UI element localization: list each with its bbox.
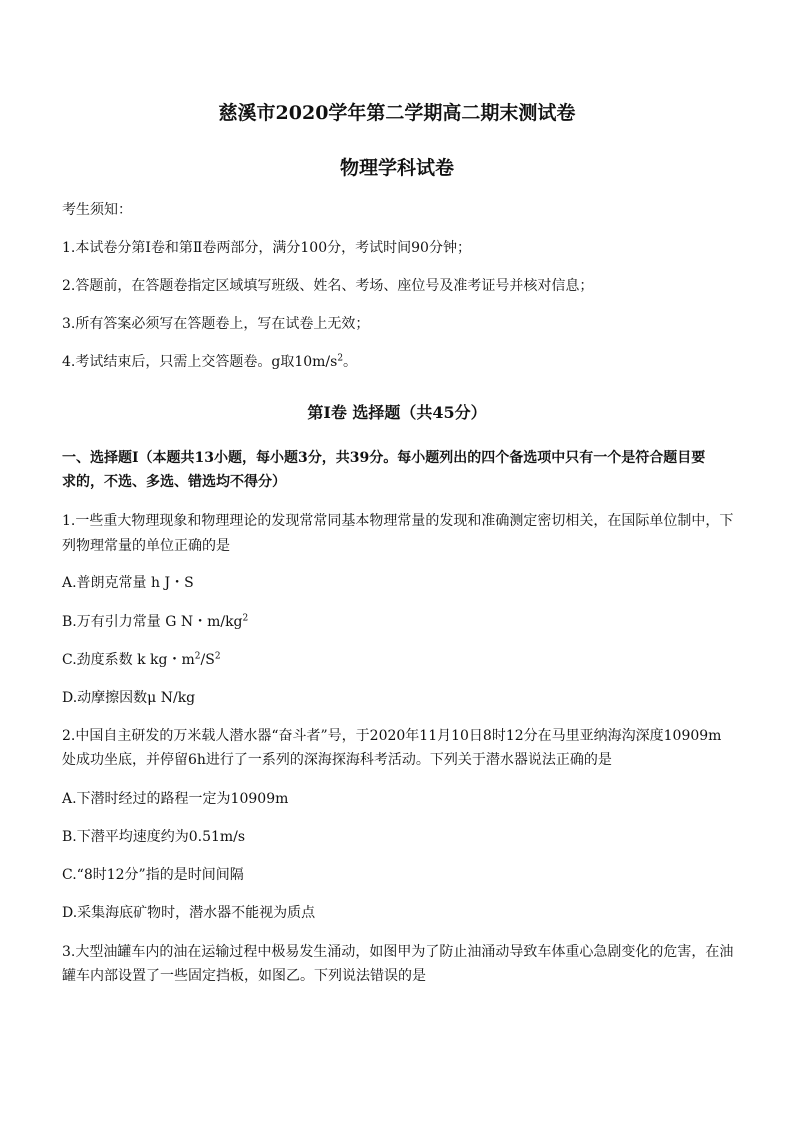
q3-stem-2: 罐车内部设置了一些固定挡板，如图乙。下列说法错误的是 (62, 968, 426, 984)
q3-stem-1: 3.大型油罐车内的油在运输过程中极易发生涌动，如图甲为了防止油涌动导致车体重心急剧变化的危害，在油 (62, 944, 734, 960)
notice-item-1: 1.本试卷分第Ⅰ卷和第Ⅱ卷两部分，满分100分，考试时间90分钟； (62, 240, 471, 256)
q1-option-b (62, 612, 732, 632)
section-title: 第Ⅰ卷 选择题（共45分） (307, 403, 487, 422)
q1-stem-2: 列物理常量的单位正确的是 (62, 538, 230, 554)
q1-stem-1: 1.一些重大物理现象和物理理论的发现常常同基本物理常量的发现和准确测定密切相关，在国际单位制中，下 (62, 513, 734, 529)
notice-item-4 (62, 352, 732, 372)
notice-item-3: 3.所有答案必须写在答题卷上，写在试卷上无效； (62, 316, 370, 332)
q2-option-b: B.下潜平均速度约为0.51m/s (62, 829, 246, 845)
q2-stem-1: 2.中国自主研发的万米载人潜水器“奋斗者”号，于2020年11月10日8时12分在马里亚纳海沟深度10909m (62, 728, 722, 744)
q1-option-c-sup: 2 (194, 651, 201, 662)
q1-option-c (62, 650, 732, 670)
q1-option-d: D.动摩擦因数μ N/kg (62, 690, 196, 706)
q2-option-d: D.采集海底矿物时，潜水器不能视为质点 (62, 905, 316, 921)
notice-item-4-text: 4.考试结束后，只需上交答题卷。g取10m/s (62, 354, 338, 370)
q2-option-a: A.下潜时经过的路程一定为10909m (62, 791, 289, 807)
q1-option-b-text: B.万有引力常量 G N・m/kg (62, 614, 243, 630)
notice-item-2: 2.答题前，在答题卷指定区域填写班级、姓名、考场、座位号及准考证号并核对信息； (62, 278, 594, 294)
exam-title: 慈溪市2020学年第二学期高二期末测试卷 (218, 102, 576, 124)
q2-option-c: C.“8时12分”指的是时间间隔 (62, 867, 244, 883)
notice-item-4-sup: 2 (337, 353, 344, 364)
q2-stem-2: 处成功坐底，并停留6h进行了一系列的深海探海科考活动。下列关于潜水器说法正确的是 (62, 752, 612, 768)
section-instructions-1: 一、选择题Ⅰ（本题共13小题，每小题3分，共39分。每小题列出的四个备选项中只有一个是符合题目要 (62, 450, 706, 466)
section-instructions-2: 求的，不选、多选、错选均不得分） (62, 474, 286, 490)
exam-subtitle: 物理学科试卷 (339, 157, 454, 179)
notice-heading: 考生须知： (62, 202, 132, 218)
q1-option-c-tail: /S (200, 652, 215, 668)
q1-option-c-tail-sup: 2 (214, 651, 221, 662)
q1-option-c-text: C.劲度系数 k kg・m (62, 652, 195, 668)
notice-item-4-tail: 。 (343, 354, 358, 370)
q1-option-b-sup: 2 (242, 613, 249, 624)
q1-option-a: A.普朗克常量 h J・S (62, 575, 194, 591)
